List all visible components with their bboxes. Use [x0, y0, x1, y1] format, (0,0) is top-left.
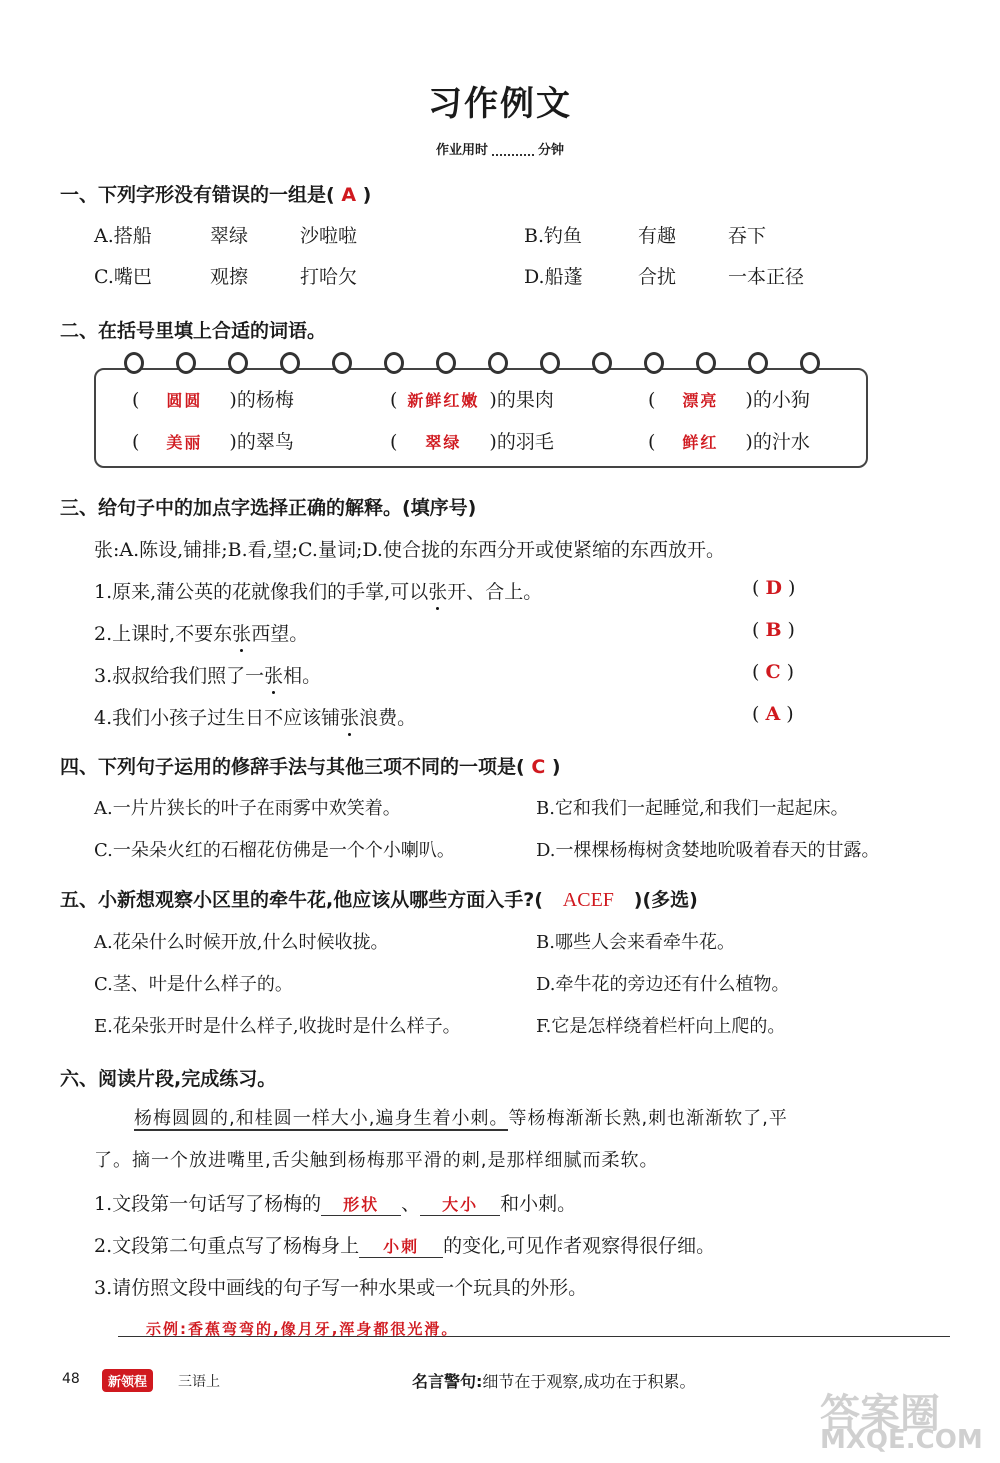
option-text: A.花朵什么时候开放,什么时候收拢。 [94, 932, 389, 953]
option-text: B.它和我们一起睡觉,和我们一起起床。 [536, 798, 849, 819]
answer-line [118, 1336, 950, 1337]
option-text: A.搭船 [94, 225, 152, 247]
fill-item: ( 漂亮 )的小狗 [648, 389, 810, 411]
question-6-1: 1.文段第一句话写了杨梅的 形状 、 大小 和小刺。 [94, 1193, 577, 1215]
book-label: 三语上 [178, 1374, 220, 1390]
section-1-question: 一、下列字形没有错误的一组是( A ) [60, 184, 372, 206]
option-text: E.花朵张开时是什么样子,收拢时是什么样子。 [94, 1016, 461, 1037]
section-6-question: 六、阅读片段,完成练习。 [60, 1068, 277, 1090]
question-6-3: 3.请仿照文段中画线的句子写一种水果或一个玩具的外形。 [94, 1277, 588, 1299]
option-text: C.嘴巴 [94, 266, 152, 288]
option-text: 沙啦啦 [300, 225, 358, 247]
answer-6-3: 示例:香蕉弯弯的,像月牙,浑身都很光滑。 [146, 1320, 459, 1338]
page-title: 习作例文 [428, 84, 572, 124]
quote: 名言警句:细节在于观察,成功在于积累。 [412, 1372, 696, 1391]
option-text: 有趣 [638, 225, 677, 247]
time-spent-label: 作业用时 分钟 [435, 143, 565, 158]
option-text: D.牵牛花的旁边还有什么植物。 [536, 974, 790, 995]
option-text: 合扰 [638, 266, 677, 288]
fill-item: ( 圆圆 )的杨梅 [132, 389, 294, 411]
section-5-question: 五、小新想观察小区里的牵牛花,他应该从哪些方面入手?( ACEF )(多选) [60, 889, 698, 911]
option-text: D.船蓬 [524, 266, 583, 288]
answer-paren: ( D ) [752, 577, 796, 599]
definition: 张:A.陈设,铺排;B.看,望;C.量词;D.使合拢的东西分开或使紧缩的东西放开。 [94, 539, 725, 561]
notebook-rings [124, 352, 824, 376]
section-2-question: 二、在括号里填上合适的词语。 [60, 320, 327, 342]
sentence-item: 3.叔叔给我们照了一张相。 [94, 665, 322, 687]
brand-logo: 新领程 [102, 1369, 153, 1392]
option-text: C.一朵朵火红的石榴花仿佛是一个个小喇叭。 [94, 840, 455, 861]
fill-item: ( 翠绿 )的羽毛 [390, 431, 554, 453]
sentence-item: 1.原来,蒲公英的花就像我们的手掌,可以张开、合上。 [94, 581, 543, 603]
option-text: D.一棵棵杨梅树贪婪地吮吸着春天的甘露。 [536, 840, 880, 861]
underlined-sentence: 杨梅圆圆的,和桂圆一样大小,遍身生着小刺。 [134, 1108, 509, 1129]
fill-item: ( 美丽 )的翠鸟 [132, 431, 294, 453]
time-blank [492, 154, 534, 156]
fill-item: ( 新鲜红嫩 )的果肉 [390, 389, 554, 411]
answer-paren: ( C ) [752, 661, 795, 683]
option-text: 观擦 [210, 266, 249, 288]
option-text: B.钓鱼 [524, 225, 583, 247]
answer-paren: ( A ) [752, 703, 794, 725]
question-6-2: 2.文段第二句重点写了杨梅身上 小刺 的变化,可见作者观察得很仔细。 [94, 1235, 716, 1257]
section-3-question: 三、给句子中的加点字选择正确的解释。(填序号) [60, 497, 477, 519]
sentence-item: 4.我们小孩子过生日不应该铺张浪费。 [94, 707, 417, 729]
option-text: B.哪些人会来看牵牛花。 [536, 932, 735, 953]
sentence-item: 2.上课时,不要东张西望。 [94, 623, 309, 645]
answer-paren: ( B ) [752, 619, 795, 641]
watermark-logo: 答案圈 [820, 1391, 940, 1437]
watermark-url: MXQE.COM [820, 1425, 983, 1455]
fill-item: ( 鲜红 )的汁水 [648, 431, 810, 453]
option-text: F.它是怎样绕着栏杆向上爬的。 [536, 1016, 786, 1037]
reading-paragraph-cont: 了。摘一个放进嘴里,舌尖触到杨梅那平滑的刺,是那样细腻而柔软。 [94, 1150, 659, 1171]
answer-1: A [341, 184, 357, 206]
section-4-question: 四、下列句子运用的修辞手法与其他三项不同的一项是( C ) [60, 756, 561, 778]
reading-paragraph: 杨梅圆圆的,和桂圆一样大小,遍身生着小刺。等杨梅渐渐长熟,刺也渐渐软了,平 [134, 1108, 788, 1129]
option-text: C.茎、叶是什么样子的。 [94, 974, 293, 995]
option-text: 打哈欠 [300, 266, 358, 288]
option-text: 一本正径 [728, 266, 805, 288]
page-number: 48 [62, 1371, 80, 1387]
option-text: A.一片片狭长的叶子在雨雾中欢笑着。 [94, 798, 401, 819]
option-text: 翠绿 [210, 225, 249, 247]
option-text: 吞下 [728, 225, 767, 247]
